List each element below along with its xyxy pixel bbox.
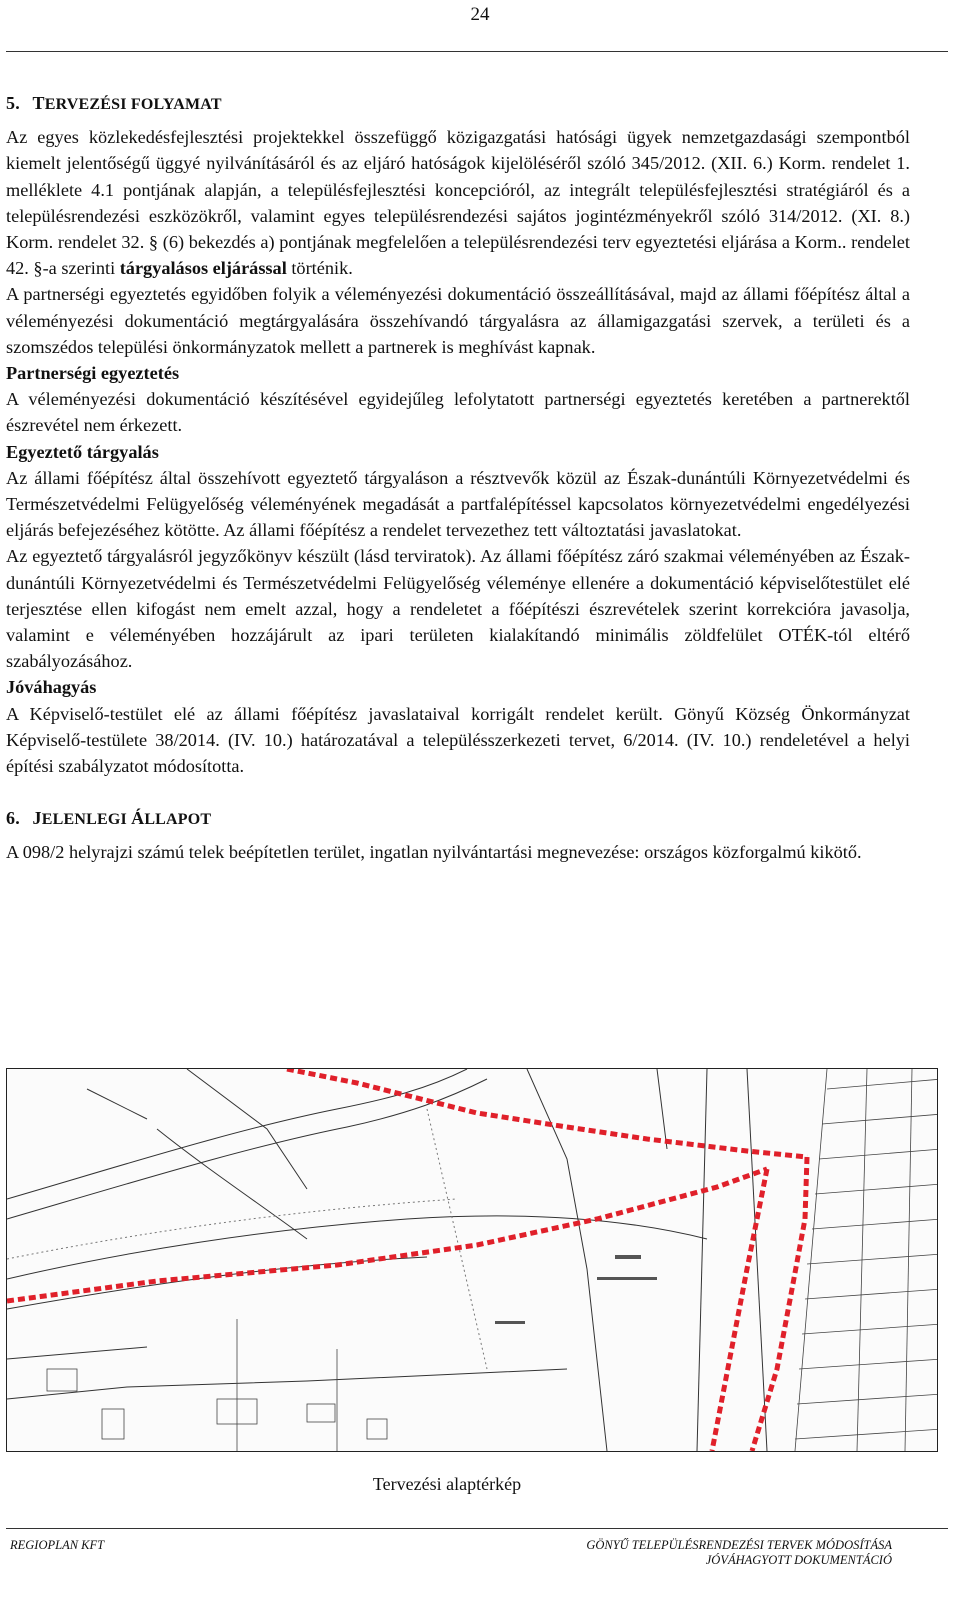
section-5-paragraph-3: A véleményezési dokumentáció készítésével egyidejűleg lefolytatott partnerségi egyeztetés keretében a partnerektől észrevétel nem érkezett. xyxy=(6,389,910,436)
section-5-paragraph-4: Az állami főépítész által összehívott egyeztető tárgyaláson a résztvevők közül az Észak-dunántúli Környezetvédelmi és Természetvédelmi Felügyelőség véleményének megadását a partfalépítéssel kapcsolatos környezetvédelmi engedélyezési eljárás befejezéséhez kötötte. Az állami főépítész a rendelet tervezethez tett változtatási javaslatokat. xyxy=(6,467,910,541)
subheading-negotiation: Egyeztető tárgyalás xyxy=(6,441,159,462)
section-5-paragraph-6: A Képviselő-testület elé az állami főépítész javaslataival korrigált rendelet került. Gönyű Község Önkormányzat Képviselő-testülete 38/2014. (IV. 10.) határozatával a településszerkezeti tervet, 6/2014. (IV. 10.) rendeletével a helyi építési szabályzatot módosította. xyxy=(6,703,910,777)
section-6-paragraph-1: A 098/2 helyrajzi számú telek beépítetlen terület, ingatlan nyilvántartási megnevezése: országos közforgalmú kikötő. xyxy=(6,842,862,863)
subheading-partnership: Partnerségi egyeztetés xyxy=(6,363,180,384)
section-5-title-initial: T xyxy=(32,93,45,113)
footer-company: REGIOPLAN KFT xyxy=(10,1538,105,1552)
section-6-number: 6. xyxy=(6,808,20,829)
section-5-paragraph-2: A partnerségi egyeztetés egyidőben folyik a véleményezési dokumentáció összeállításával, majd az állami főépítész által a véleményezési dokumentáció megtárgyalására összehívandó tárgyalásra az államigazgatási szervek, a területi és a szomszédos települési önkormányzatok mellett a partnerek is meghívást kapnak. xyxy=(6,284,910,357)
section-5-paragraph-1: Az egyes közlekedésfejlesztési projektekkel összefüggő közigazgatási hatósági ügyek nemzetgazdasági szempontból kiemelt jelentőségű üggyé nyilvánításáról és az eljáró hatóságok kijelöléséről szóló 345/2012. (XII. 6.) Korm. rendelet 1. melléklete 4.1 pontjának alapján, a településfejlesztési koncepcióról, az integrált településfejlesztési stratégiáról és a településrendezési eszközökről, valamint egyes településrendezési sajátos jogintézményekről szóló 314/2012. (XI. 8.) Korm. rendelet 32. § (6) bekezdés a) pontjának megfelelően a településrendezési terv egyeztetési eljárása a Korm.. rendelet 42. §-a szerinti tárgyalásos eljárással történik. xyxy=(6,127,910,279)
bold-term: tárgyalásos eljárással xyxy=(119,258,287,279)
subheading-approval: Jóváhagyás xyxy=(6,677,97,698)
page-number: 24 xyxy=(470,4,490,25)
map-caption: Tervezési alaptérkép xyxy=(372,1474,522,1494)
footer-rule xyxy=(6,1528,948,1529)
document-body xyxy=(6,90,910,866)
section-5-title: ERVEZÉSI FOLYAMAT xyxy=(44,96,222,113)
footer-document-title: GÖNYŰ TELEPÜLÉSRENDEZÉSI TERVEK MÓDOSÍTÁSA JÓVÁHAGYOTT DOKUMENTÁCIÓ xyxy=(586,1538,892,1567)
section-5-paragraph-5: Az egyeztető tárgyalásról jegyzőkönyv készült (lásd terviratok). Az állami főépítész záró szakmai véleményében az Észak-dunántúli Környezetvédelmi és Természetvédelmi Felügyelőség véleménye ellenére a dokumentáció képviselőtestület elé terjesztése ellen kifogást nem emelt azzal, hogy a rendeletet a főépítészi észrevételek szerint korrekcióra javasolja, valamint e véleményében hozzájárult az ipari területen kialakítandó minimális zöldfelület OTÉK-tól eltérő szabályozásához. xyxy=(6,546,910,672)
header-rule xyxy=(6,51,948,52)
section-5-heading xyxy=(6,90,910,118)
base-map-image xyxy=(6,1068,938,1452)
cadastral-map-drawing xyxy=(7,1069,937,1451)
section-6-heading: 6. JELENLEGI ÁLLAPOT xyxy=(6,808,212,829)
section-5-number: 5. xyxy=(6,93,20,113)
